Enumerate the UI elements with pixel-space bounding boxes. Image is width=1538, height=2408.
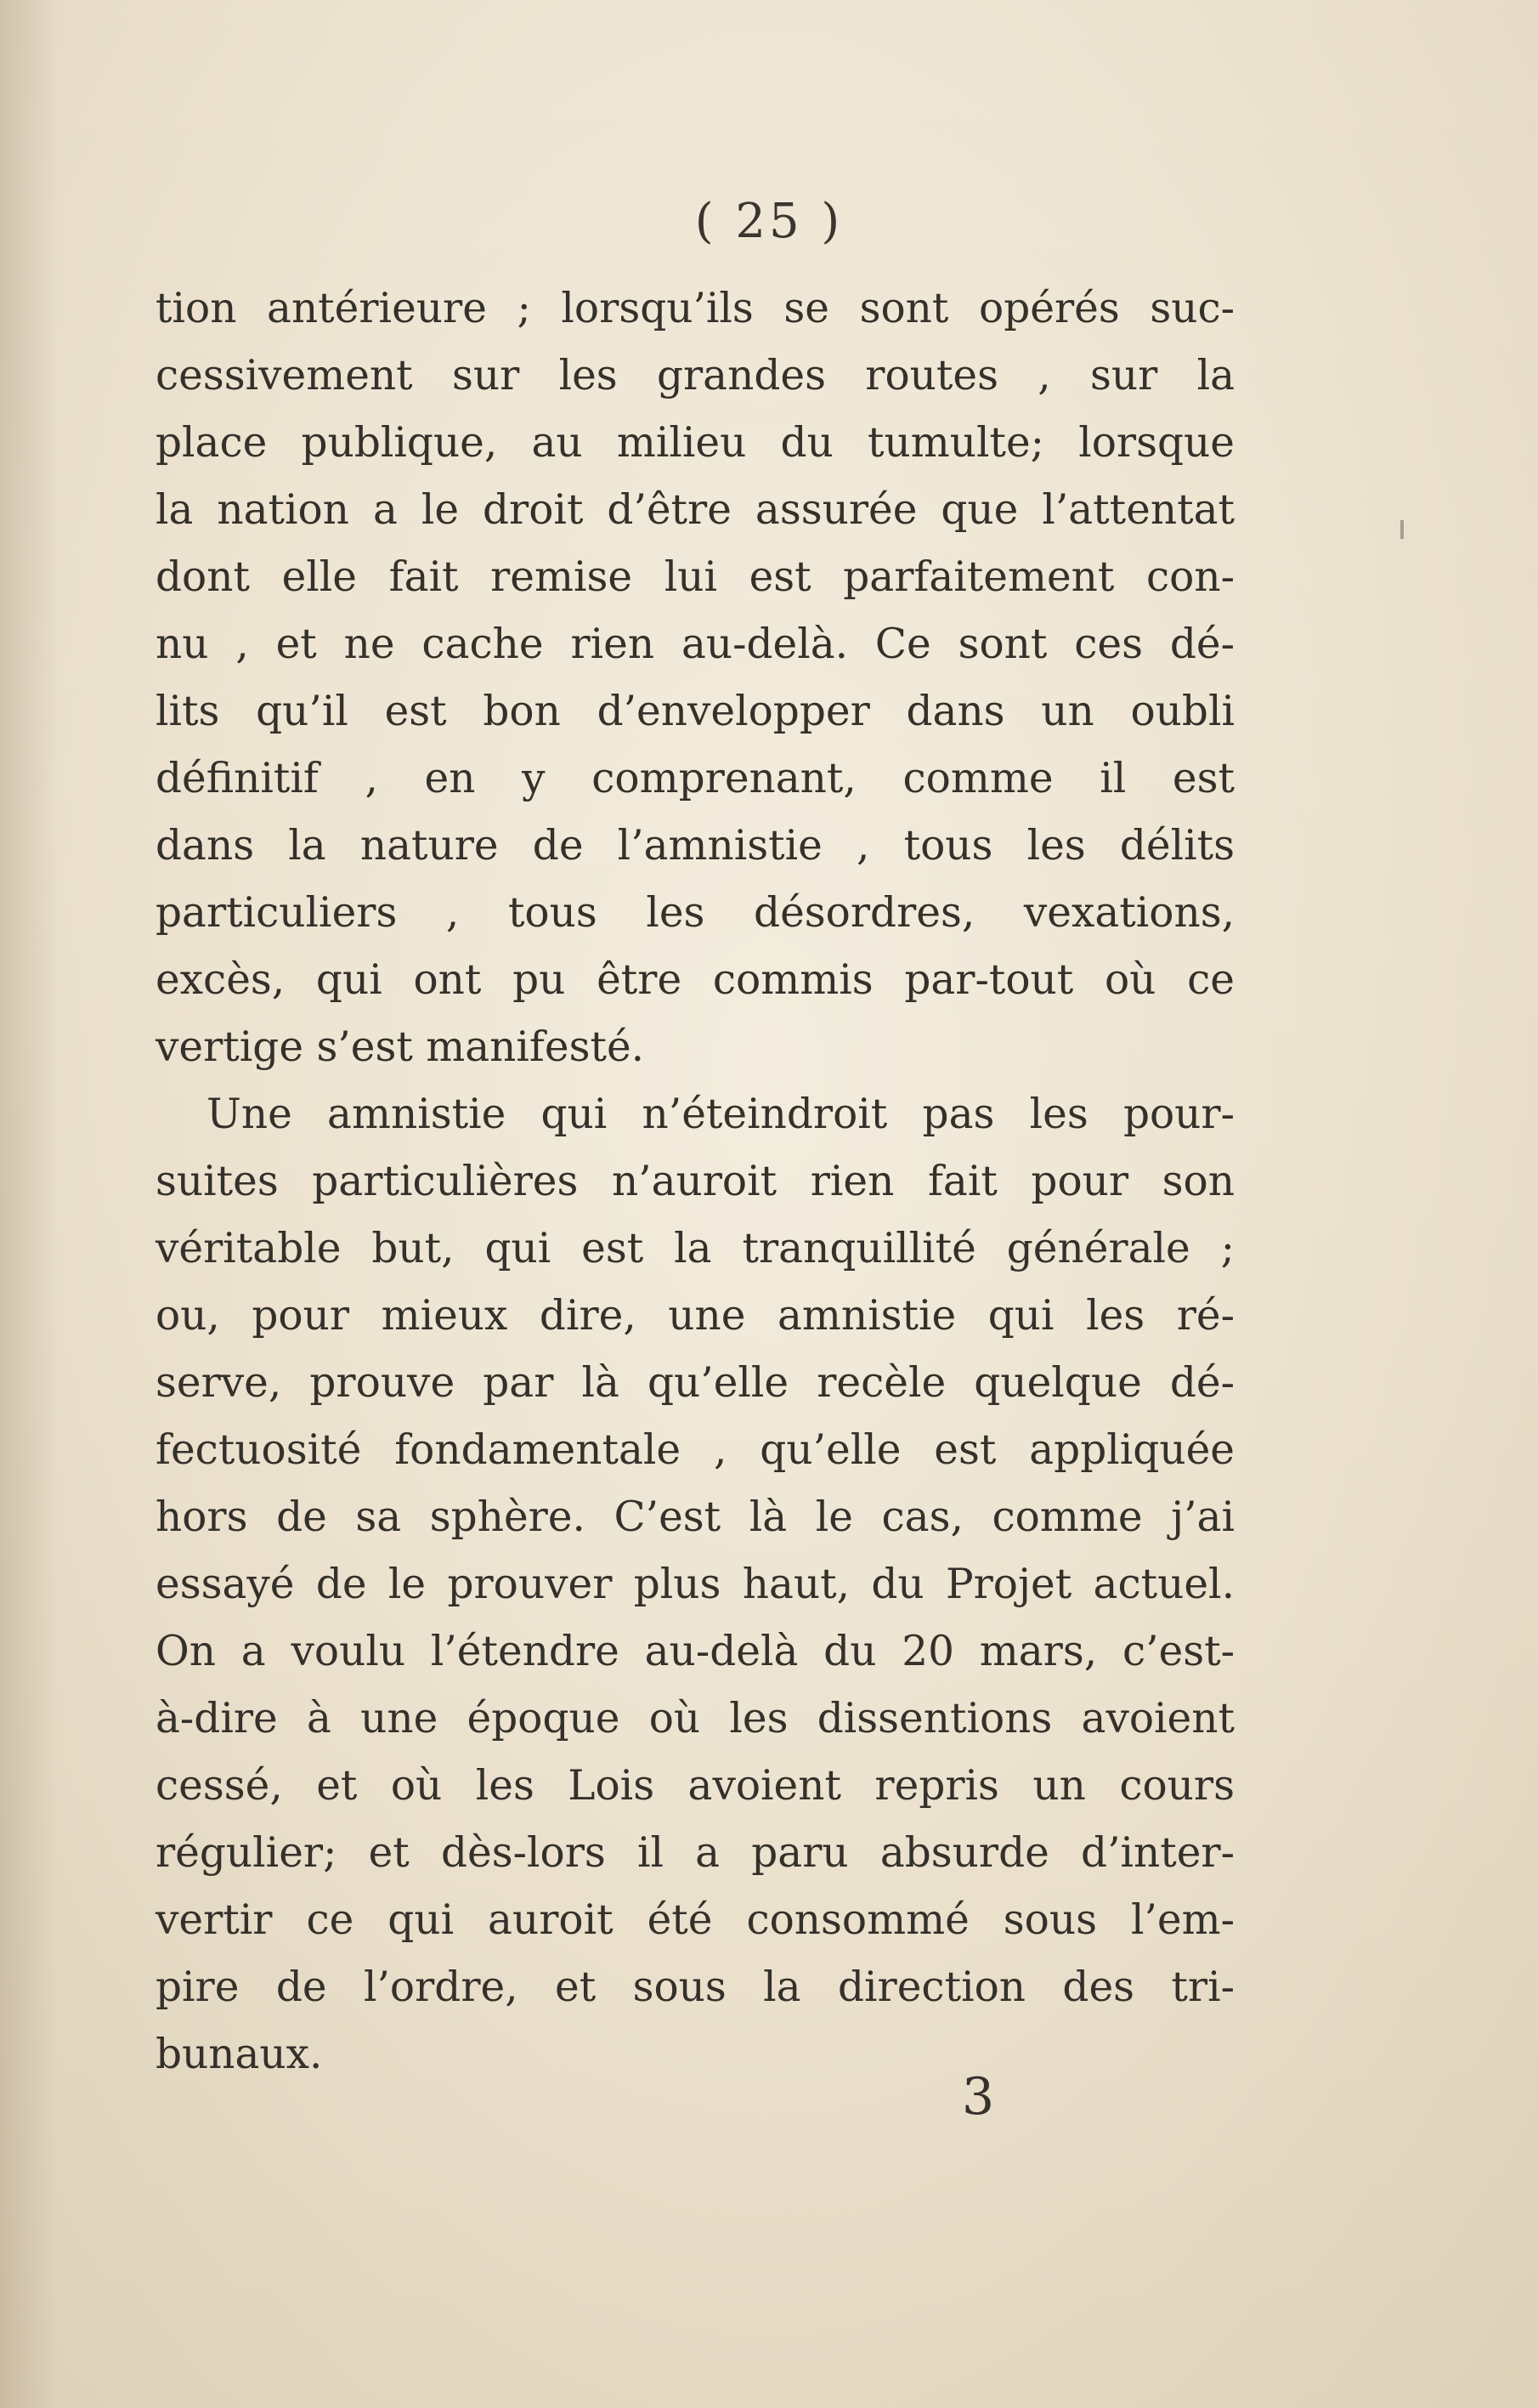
text-line: serve, prouve par là qu’elle recèle quelque dé- <box>155 1359 1235 1407</box>
text-line: tion antérieure ; lorsqu’ils se sont opérés suc- <box>155 285 1235 332</box>
text-line: dans la nature de l’amnistie , tous les délits <box>155 822 1235 870</box>
text-line: dont elle fait remise lui est parfaitement con- <box>155 553 1235 601</box>
text-line: place publique, au milieu du tumulte; lorsque <box>155 419 1235 467</box>
text-line: On a voulu l’étendre au-delà du 20 mars, c’est- <box>155 1628 1235 1675</box>
signature-mark: 3 <box>962 2067 995 2127</box>
text-line: excès, qui ont pu être commis par-tout où ce <box>155 956 1235 1004</box>
text-line: essayé de le prouver plus haut, du Projet actuel. <box>155 1561 1235 1608</box>
text-line: cessivement sur les grandes routes , sur la <box>155 352 1235 399</box>
text-line: la nation a le droit d’être assurée que l’attentat <box>155 486 1235 534</box>
text-line: vertir ce qui auroit été consommé sous l’em- <box>155 1896 1235 1944</box>
paragraph-end-line: vertige s’est manifesté. <box>155 1023 645 1071</box>
stray-ink-mark <box>1400 520 1404 539</box>
text-line: régulier; et dès-lors il a paru absurde d’inter- <box>155 1829 1235 1877</box>
paragraph-start-line: Une amnistie qui n’éteindroit pas les pour- <box>206 1091 1235 1138</box>
text-line: à-dire à une époque où les dissentions avoient <box>155 1695 1235 1742</box>
text-line: particuliers , tous les désordres, vexations, <box>155 889 1235 937</box>
text-line: ou, pour mieux dire, une amnistie qui les ré- <box>155 1292 1235 1340</box>
page-number-header: ( 25 ) <box>694 194 844 249</box>
binding-shadow <box>0 0 59 2408</box>
text-line: cessé, et où les Lois avoient repris un cours <box>155 1762 1235 1810</box>
body-text <box>155 275 1235 2088</box>
text-line: lits qu’il est bon d’envelopper dans un oubli <box>155 688 1235 735</box>
text-line: nu , et ne cache rien au-delà. Ce sont ces dé- <box>155 620 1235 668</box>
text-line: véritable but, qui est la tranquillité générale ; <box>155 1225 1235 1272</box>
text-line: définitif , en y comprenant, comme il est <box>155 755 1235 802</box>
paragraph-end-line: bunaux. <box>155 2031 323 2078</box>
text-line: hors de sa sphère. C’est là le cas, comme j’ai <box>155 1493 1235 1541</box>
text-line: pire de l’ordre, et sous la direction des tri- <box>155 1963 1235 2011</box>
text-line: suites particulières n’auroit rien fait pour son <box>155 1158 1235 1205</box>
text-line: fectuosité fondamentale , qu’elle est appliquée <box>155 1426 1235 1474</box>
